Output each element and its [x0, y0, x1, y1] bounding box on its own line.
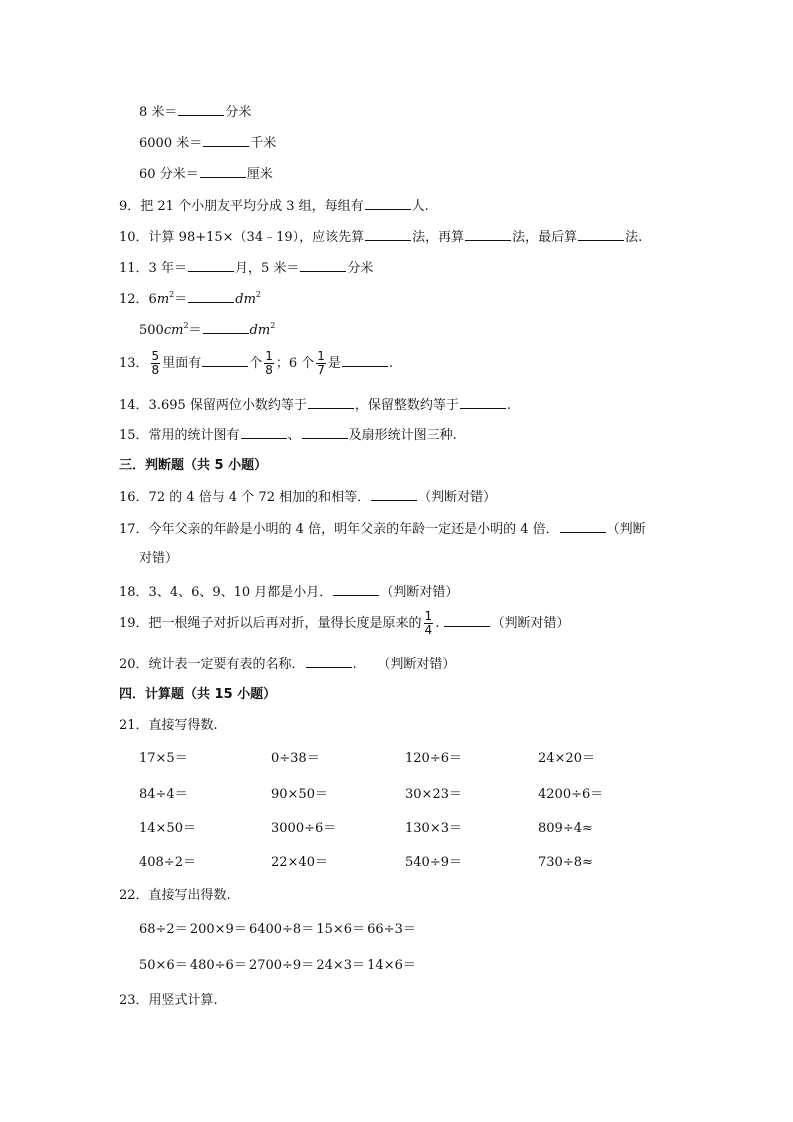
question-19 [119, 610, 569, 638]
question-20 [119, 653, 455, 675]
q21-item: 84÷4＝ [139, 787, 188, 802]
answer-blank[interactable] [178, 101, 224, 116]
q18-hint: （判断对错） [380, 585, 459, 600]
q21-item: 90×50＝ [271, 787, 328, 802]
answer-blank[interactable] [203, 319, 249, 334]
fraction-numerator: 1 [317, 349, 325, 363]
fraction-denominator: 8 [151, 363, 160, 377]
question-15 [119, 424, 457, 446]
question-11 [119, 257, 373, 279]
answer-blank[interactable] [365, 226, 411, 241]
q12-b-unit2: dm [249, 323, 271, 338]
q22-row-2: 50×6＝ 480÷6＝ 2700÷9＝ 24×3＝ 14×6＝ [139, 958, 416, 973]
answer-blank[interactable] [365, 195, 411, 210]
q18-text: 18．3、4、6、9、10 月都是小月． [119, 585, 333, 600]
q19-hint: （判断对错） [491, 616, 570, 631]
q21-item: 4200÷6＝ [538, 787, 604, 802]
question-10 [119, 226, 642, 248]
q16-text: 16．72 的 4 倍与 4 个 72 相加的和相等． [119, 490, 371, 505]
q12-b-value: 500 [139, 323, 164, 338]
question-12-b [139, 319, 275, 341]
q21-item: 408÷2＝ [139, 855, 196, 870]
q16-hint: （判断对错） [418, 490, 497, 505]
section-3-heading: 三．判断题（共 5 小题） [119, 458, 268, 473]
q10-text: 10．计算 98+15×（34﹣19），应该先算 [119, 230, 365, 245]
q21-item: 3000÷6＝ [271, 821, 337, 836]
q8-c-unit: 厘米 [246, 167, 273, 182]
q21-item: 0÷38＝ [271, 751, 320, 766]
q15-text: 15．常用的统计图有 [119, 428, 240, 443]
q11-mid: 月，5 米＝ [234, 261, 300, 276]
q17-hint-cont: 对错） [139, 551, 179, 566]
answer-blank[interactable] [465, 226, 511, 241]
q12-a-unit2: dm [235, 292, 256, 307]
q21-item: 24×20＝ [538, 751, 595, 766]
q21-item: 22×40＝ [271, 855, 328, 870]
answer-blank[interactable] [560, 518, 606, 533]
q15-post: 及扇形统计图三种. [348, 428, 457, 443]
question-9 [119, 195, 429, 217]
q15-mid: 、 [287, 428, 301, 443]
q17-hint: （判断 [606, 522, 646, 537]
fraction-1-8 [264, 350, 274, 377]
answer-blank[interactable] [188, 288, 234, 303]
fraction-numerator: 1 [265, 349, 273, 363]
equals-sign: ＝ [174, 292, 188, 307]
q21-item: 540÷9＝ [405, 855, 462, 870]
answer-blank[interactable] [460, 394, 506, 409]
q12-a-exp: 2 [169, 290, 175, 299]
answer-blank[interactable] [444, 612, 490, 627]
q9-unit: 人. [411, 199, 429, 214]
answer-blank[interactable] [578, 226, 624, 241]
q21-item: 120÷6＝ [405, 751, 462, 766]
q12-a-exp2: 2 [255, 290, 262, 299]
q21-item: 730÷8≈ [538, 855, 593, 870]
fraction-1-7 [316, 350, 326, 377]
question-21-title: 21．直接写得数. [119, 718, 218, 733]
q8-c-text: 60 分米＝ [139, 167, 199, 182]
fraction-numerator: 5 [151, 349, 160, 363]
q8-line-b [139, 132, 276, 154]
fraction-denominator: 4 [424, 623, 433, 637]
q12-b-unit: cm [163, 323, 184, 338]
equals-sign: ＝ [188, 323, 202, 338]
answer-blank[interactable] [241, 424, 287, 439]
question-23-title: 23．用竖式计算. [119, 993, 218, 1008]
question-14 [119, 394, 511, 416]
q8-b-text: 6000 米＝ [139, 136, 203, 151]
q20-text: 20．统计表一定要有表的名称． [119, 657, 305, 672]
q12-a-unit: m [156, 292, 170, 307]
q11-text: 11．3 年＝ [119, 261, 187, 276]
answer-blank[interactable] [203, 132, 249, 147]
q11-post: 分米 [347, 261, 374, 276]
q13-text1: 里面有 [162, 356, 202, 371]
q8-a-text: 8 米＝ [139, 105, 178, 120]
fraction-5-8 [151, 350, 161, 377]
q19-period: . [435, 616, 440, 631]
question-16 [119, 486, 496, 508]
q14-text: 14．3.695 保留两位小数约等于 [119, 398, 307, 413]
answer-blank[interactable] [342, 352, 388, 367]
q14-post: . [506, 398, 512, 413]
q8-line-a [139, 101, 251, 123]
q13-text3: ；6 个 [275, 356, 315, 371]
question-13 [119, 350, 393, 378]
answer-blank[interactable] [300, 257, 346, 272]
section-4-heading: 四．计算题（共 15 小题） [119, 687, 277, 702]
q21-item: 17×5＝ [139, 751, 188, 766]
fraction-denominator: 7 [317, 363, 325, 377]
fraction-denominator: 8 [265, 363, 273, 377]
q8-b-unit: 千米 [250, 136, 277, 151]
q8-line-c [139, 163, 273, 185]
q21-item: 809÷4≈ [538, 821, 593, 836]
q12-b-exp2: 2 [270, 321, 276, 330]
q13-text2: 个 [249, 356, 263, 371]
fraction-1-4 [424, 610, 434, 637]
q14-mid: ，保留整数约等于 [354, 398, 459, 413]
q13-post: . [388, 356, 394, 371]
q10-mid2: 法，最后算 [512, 230, 578, 245]
answer-blank[interactable] [200, 163, 246, 178]
q20-hint: （判断对错） [377, 657, 456, 672]
q21-item: 30×23＝ [405, 787, 462, 802]
answer-blank[interactable] [188, 257, 234, 272]
question-22-title: 22．直接写出得数. [119, 888, 231, 903]
answer-blank[interactable] [202, 352, 248, 367]
q20-period: . [352, 657, 357, 672]
q12-a-value: 6 [148, 292, 157, 307]
q22-row-1: 68÷2＝ 200×9＝ 6400÷8＝ 15×6＝ 66÷3＝ [139, 922, 416, 937]
q8-a-unit: 分米 [225, 105, 252, 120]
q12-number: 12． [119, 292, 149, 307]
question-12 [119, 288, 261, 310]
q10-post: 法. [625, 230, 643, 245]
answer-blank[interactable] [333, 581, 379, 596]
q19-text: 19．把一根绳子对折以后再对折，量得长度是原来的 [119, 616, 422, 631]
q13-number: 13． [119, 356, 149, 371]
answer-blank[interactable] [371, 486, 417, 501]
q12-b-exp: 2 [183, 321, 189, 330]
q21-item: 14×50＝ [139, 821, 196, 836]
answer-blank[interactable] [302, 424, 348, 439]
q17-text: 17．今年父亲的年龄是小明的 4 倍，明年父亲的年龄一定还是小明的 4 倍． [119, 522, 559, 537]
q21-item: 130×3＝ [405, 821, 462, 836]
question-18 [119, 581, 458, 603]
answer-blank[interactable] [306, 653, 352, 668]
question-17-cont [139, 549, 178, 569]
q10-mid1: 法，再算 [412, 230, 465, 245]
fraction-numerator: 1 [424, 609, 433, 623]
question-17 [119, 518, 646, 540]
q9-text: 9．把 21 个小朋友平均分成 3 组，每组有 [119, 199, 364, 214]
q13-text4: 是 [327, 356, 341, 371]
answer-blank[interactable] [308, 394, 354, 409]
